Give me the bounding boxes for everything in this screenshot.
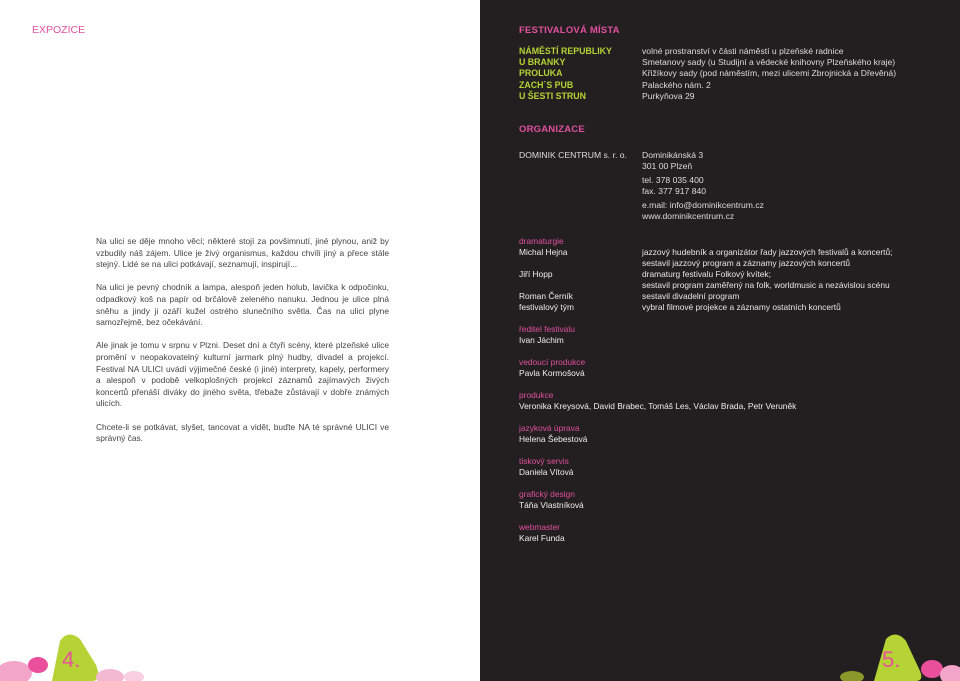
dramaturgy-desc: jazzový hudebník a organizátor řady jazzových festivalů a koncertů; xyxy=(642,247,893,257)
team-person: Michal Hejna xyxy=(519,247,568,257)
org-address-2: 301 00 Plzeň xyxy=(642,161,693,171)
team-person: Veronika Kreysová, David Brabec, Tomáš Les, Václav Brada, Petr Veruněk xyxy=(519,401,797,411)
team-role: ředitel festivalu xyxy=(519,324,575,334)
team-person: Helena Šebestová xyxy=(519,434,588,444)
team-role: grafický design xyxy=(519,489,575,499)
org-name: DOMINIK CENTRUM s. r. o. xyxy=(519,150,627,160)
dramaturgy-descriptions xyxy=(642,247,892,313)
team-role: produkce xyxy=(519,390,554,400)
pebble-shape xyxy=(124,671,144,681)
intro-text xyxy=(96,236,389,456)
team-role: dramaturgie xyxy=(519,236,564,246)
team-block xyxy=(519,423,919,445)
pebble-shape xyxy=(0,661,32,681)
place-desc: Smetanovy sady (u Studijní a vědecké knihovny Plzeňského kraje) xyxy=(642,57,896,67)
pebble-shape xyxy=(840,671,864,681)
place-name: U BRANKY xyxy=(519,57,566,67)
team-person: Táňa Vlastníková xyxy=(519,500,584,510)
paragraph: Ale jinak je tomu v srpnu v Plzni. Deset dní a čtyři scény, které plzeňské ulice promění v neopakovatelný kulturní jarmark plný hudby, divadel a projekcí. Festival NA ULICI uvádí výjimečné české (i jiné) interprety, kapely, performery a alespoň v podobě velkoplošných projekcí záznamů zajímavých živých koncertů přenáší diváky do jiného světa, třebaže zůstávají v dobře známých ulicích. xyxy=(96,340,389,409)
pebble-shape xyxy=(940,665,960,681)
org-email[interactable]: e.mail: info@dominikcentrum.cz xyxy=(642,200,764,210)
paragraph: Na ulici se děje mnoho věcí; některé stojí za povšimnutí, jiné plynou, aniž by vzbudily náš zájem. Ulice je živý organismus, každou chvíli jiný a přece stále stejný. Lidé se na ulici potkávají, seznamují, inspirují... xyxy=(96,236,389,270)
org-web-link[interactable]: www.dominikcentrum.cz xyxy=(642,211,735,221)
page-number-right: 5. xyxy=(882,647,901,672)
place-name: PROLUKA xyxy=(519,68,563,78)
pebble-shape xyxy=(28,657,48,673)
place-name: NÁMĚSTÍ REPUBLIKY xyxy=(519,46,612,56)
dramaturgy-desc: dramaturg festivalu Folkový kvítek; xyxy=(642,269,771,279)
team-block xyxy=(519,324,919,346)
team-person: Karel Funda xyxy=(519,533,565,543)
pebble-shape xyxy=(921,660,943,678)
team-person: Ivan Jáchim xyxy=(519,335,564,345)
page-number-left: 4. xyxy=(62,647,81,672)
dramaturgy-desc: sestavil divadelní program xyxy=(642,291,740,301)
right-page xyxy=(480,0,960,681)
dramaturgy-desc: vybral filmové projekce a záznamy ostatních koncertů xyxy=(642,302,841,312)
team-block xyxy=(519,522,919,544)
organization-title: ORGANIZACE xyxy=(519,124,585,135)
team-role: jazyková úprava xyxy=(519,423,580,433)
team-block xyxy=(519,489,919,511)
section-label: EXPOZICE xyxy=(32,24,86,36)
place-desc: Palackého nám. 2 xyxy=(642,80,711,90)
team-person: Roman Černík xyxy=(519,291,573,301)
dramaturgy-desc: sestavil program zaměřený na folk, worldmusic a nezávislou scénu xyxy=(642,280,890,290)
place-name: ZACH´S PUB xyxy=(519,80,574,90)
place-name: U ŠESTI STRUN xyxy=(519,91,586,101)
paragraph: Chcete-li se potkávat, slyšet, tancovat a vidět, buďte NA té správné ULICI ve správný čas. xyxy=(96,421,389,444)
team-role: webmaster xyxy=(519,522,560,532)
paragraph: Na ulici je pevný chodník a lampa, alespoň jeden holub, lavička k odpočinku, odpadkový koš na papír od brčálově zeleného nanuku. Jednou je ulice plná sněhu a jindy ji ozáří kužel ostrého slunečního světla. Čas na ulici plyne samozřejmě, bez očekávání. xyxy=(96,282,389,328)
team-block xyxy=(519,357,919,379)
team-role: tiskový servis xyxy=(519,456,569,466)
team-role: vedoucí produkce xyxy=(519,357,586,367)
place-desc: Křižíkovy sady (pod náměstím, mezi ulicemi Zbrojnická a Dřevěná) xyxy=(642,68,897,78)
festival-places-title: FESTIVALOVÁ MÍSTA xyxy=(519,25,620,36)
place-desc: Purkyňova 29 xyxy=(642,91,695,101)
org-fax: fax. 377 917 840 xyxy=(642,186,707,196)
org-tel: tel. 378 035 400 xyxy=(642,175,704,185)
team-person: Daniela Vítová xyxy=(519,467,574,477)
team-person: festivalový tým xyxy=(519,302,574,312)
org-address-1: Dominikánská 3 xyxy=(642,150,704,160)
place-desc: volné prostranství v části náměstí u plzeňské radnice xyxy=(642,46,844,56)
team-block xyxy=(519,390,919,412)
team-block xyxy=(519,456,919,478)
team-person: Jiří Hopp xyxy=(519,269,553,279)
pebble-shape xyxy=(96,669,124,681)
dramaturgy-desc: sestavil jazzový program a záznamy jazzových koncertů xyxy=(642,258,851,268)
team-person: Pavla Kormošová xyxy=(519,368,585,378)
